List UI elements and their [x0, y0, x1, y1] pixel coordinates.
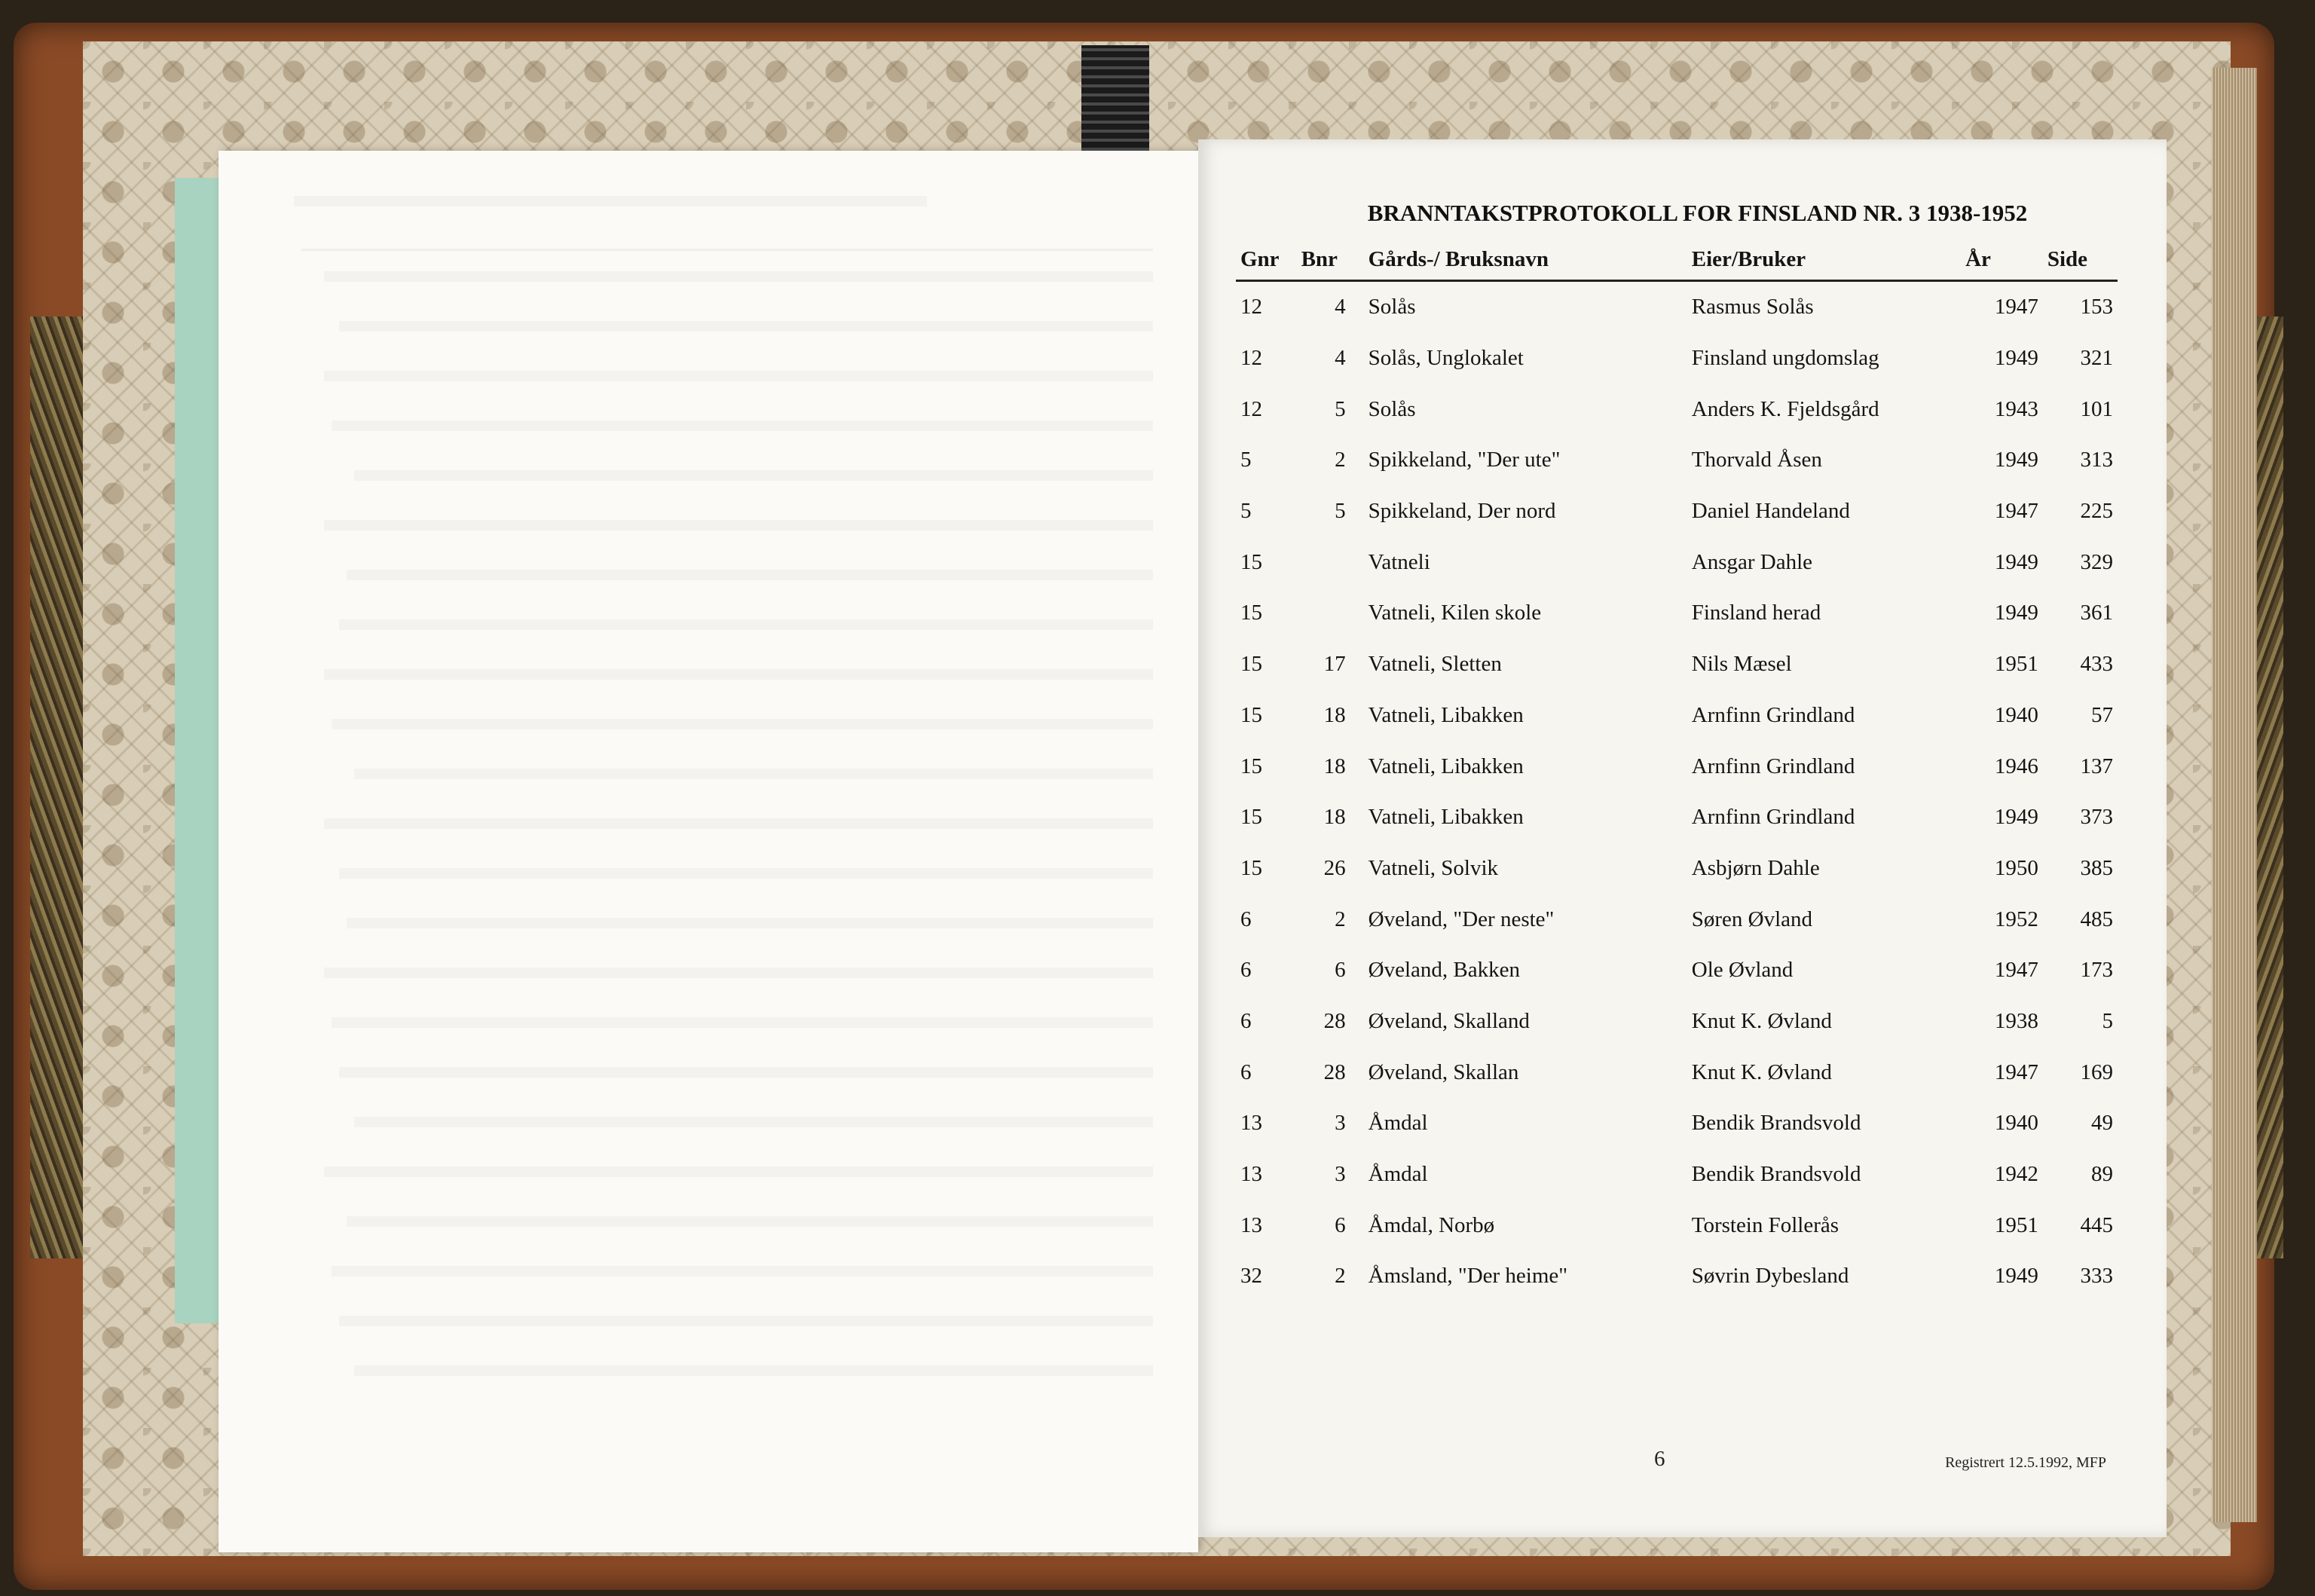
- table-row: [1236, 639, 2118, 690]
- table-row: [1236, 384, 2118, 435]
- table-row: [1236, 333, 2118, 384]
- cell-bnr: [1297, 588, 1364, 639]
- cell-year: 1943: [1994, 396, 2038, 421]
- spine-binding: [1081, 45, 1149, 166]
- cell-owner: Rasmus Solås: [1691, 295, 1814, 320]
- cell-bnr: 4: [1335, 346, 1346, 371]
- cell-owner: Torstein Follerås: [1691, 1212, 1839, 1237]
- column-header-side: Side: [2043, 241, 2118, 281]
- registration-note: Registrert 12.5.1992, MFP: [1945, 1454, 2106, 1471]
- cell-year: 1946: [1994, 754, 2038, 778]
- cell-year: 1952: [1994, 907, 2038, 931]
- cell-bnr: 2: [1335, 907, 1346, 931]
- cell-bnr: 2: [1335, 448, 1346, 472]
- cell-side: 173: [2080, 958, 2113, 983]
- cell-bnr: 28: [1323, 1008, 1346, 1033]
- cell-side: 153: [2080, 295, 2113, 320]
- cell-year: 1938: [1994, 1008, 2038, 1033]
- cell-gnr: 6: [1240, 907, 1252, 931]
- cell-side: 49: [2091, 1111, 2113, 1136]
- cell-gnr: 15: [1240, 702, 1262, 727]
- table-row: [1236, 792, 2118, 843]
- cell-owner: Daniel Handeland: [1691, 499, 1850, 524]
- cell-side: 433: [2080, 652, 2113, 677]
- cell-farm-name: Øveland, Skallan: [1368, 1059, 1519, 1084]
- cell-gnr: 15: [1240, 549, 1262, 574]
- cell-side: 333: [2080, 1264, 2113, 1289]
- cell-farm-name: Vatneli, Kilen skole: [1368, 601, 1542, 625]
- cell-bnr: 2: [1335, 1264, 1346, 1289]
- cell-owner: Finsland ungdomslag: [1691, 346, 1879, 371]
- cell-bnr: 18: [1323, 805, 1346, 830]
- cell-year: 1940: [1994, 1111, 2038, 1136]
- cell-farm-name: Spikkeland, "Der ute": [1368, 448, 1561, 472]
- page-edges: [2212, 68, 2257, 1522]
- cell-gnr: 15: [1240, 754, 1262, 778]
- cell-bnr: 18: [1323, 702, 1346, 727]
- cell-gnr: 12: [1240, 396, 1262, 421]
- cell-farm-name: Åmdal, Norbø: [1368, 1212, 1495, 1237]
- cell-gnr: 12: [1240, 295, 1262, 320]
- cell-owner: Thorvald Åsen: [1691, 448, 1822, 472]
- document-title: BRANNTAKSTPROTOKOLL FOR FINSLAND NR. 3 1938-1952: [1367, 200, 2028, 226]
- cell-year: 1949: [1994, 448, 2038, 472]
- table-row: [1236, 894, 2118, 945]
- cell-year: 1949: [1994, 346, 2038, 371]
- cell-gnr: 5: [1240, 499, 1252, 524]
- cell-bnr: 18: [1323, 754, 1346, 778]
- table-row: [1236, 741, 2118, 792]
- cell-farm-name: Åmdal: [1368, 1111, 1428, 1136]
- cell-bnr: 5: [1335, 396, 1346, 421]
- cell-farm-name: Øveland, "Der neste": [1368, 907, 1555, 931]
- cell-year: 1951: [1994, 652, 2038, 677]
- cell-gnr: 6: [1240, 1059, 1252, 1084]
- cell-owner: Asbjørn Dahle: [1691, 855, 1820, 880]
- cell-farm-name: Vatneli, Sletten: [1368, 652, 1502, 677]
- cell-side: 313: [2080, 448, 2113, 472]
- cell-gnr: 15: [1240, 805, 1262, 830]
- cell-owner: Nils Mæsel: [1691, 652, 1792, 677]
- cell-owner: Anders K. Fjeldsgård: [1691, 396, 1879, 421]
- cell-gnr: 15: [1240, 652, 1262, 677]
- cell-farm-name: Solås: [1368, 295, 1416, 320]
- cell-year: 1947: [1994, 1059, 2038, 1084]
- column-header-farm-name: Gårds-/ Bruksnavn: [1364, 241, 1687, 281]
- cell-gnr: 6: [1240, 1008, 1252, 1033]
- cell-side: 321: [2080, 346, 2113, 371]
- cell-owner: Arnfinn Grindland: [1691, 754, 1855, 778]
- cell-bnr: 6: [1335, 1212, 1346, 1237]
- table-row: [1236, 1098, 2118, 1149]
- cell-farm-name: Solås: [1368, 396, 1416, 421]
- table-row: [1236, 1200, 2118, 1251]
- cell-side: 89: [2091, 1162, 2113, 1187]
- table-row: [1236, 588, 2118, 639]
- cell-owner: Knut K. Øvland: [1691, 1008, 1832, 1033]
- cell-year: 1940: [1994, 702, 2038, 727]
- cell-owner: Arnfinn Grindland: [1691, 702, 1855, 727]
- cell-side: 385: [2080, 855, 2113, 880]
- table-row: [1236, 945, 2118, 996]
- cell-bnr: 26: [1323, 855, 1346, 880]
- table-row: [1236, 1149, 2118, 1200]
- table-row: [1236, 435, 2118, 486]
- cell-year: 1951: [1994, 1212, 2038, 1237]
- cell-year: 1947: [1994, 499, 2038, 524]
- cell-gnr: 6: [1240, 958, 1252, 983]
- table-row: [1236, 537, 2118, 588]
- cell-gnr: 12: [1240, 346, 1262, 371]
- cell-bnr: 4: [1335, 295, 1346, 320]
- cell-owner: Søvrin Dybesland: [1691, 1264, 1849, 1289]
- cell-owner: Ansgar Dahle: [1691, 549, 1813, 574]
- cell-side: 445: [2080, 1212, 2113, 1237]
- bleed-through-text: [219, 151, 1198, 1552]
- cell-farm-name: Vatneli, Libakken: [1368, 805, 1524, 830]
- cell-owner: Søren Øvland: [1691, 907, 1813, 931]
- column-header-year: År: [1961, 241, 2043, 281]
- page-number: 6: [1654, 1447, 1665, 1471]
- cell-bnr: 3: [1335, 1162, 1346, 1187]
- table-row: [1236, 690, 2118, 741]
- column-header-bnr: Bnr: [1297, 241, 1364, 281]
- table-row: [1236, 486, 2118, 537]
- cell-bnr: [1297, 537, 1364, 588]
- cell-year: 1949: [1994, 1264, 2038, 1289]
- cell-farm-name: Spikkeland, Der nord: [1368, 499, 1556, 524]
- cell-gnr: 13: [1240, 1111, 1262, 1136]
- cell-farm-name: Solås, Unglokalet: [1368, 346, 1524, 371]
- cell-year: 1947: [1994, 295, 2038, 320]
- cell-bnr: 6: [1335, 958, 1346, 983]
- cell-owner: Ole Øvland: [1691, 958, 1794, 983]
- table-row: [1236, 281, 2118, 333]
- cell-owner: Bendik Brandsvold: [1691, 1111, 1861, 1136]
- cell-side: 373: [2080, 805, 2113, 830]
- cell-farm-name: Øveland, Bakken: [1368, 958, 1520, 983]
- cell-year: 1949: [1994, 601, 2038, 625]
- cell-farm-name: Øveland, Skalland: [1368, 1008, 1530, 1033]
- cell-bnr: 5: [1335, 499, 1346, 524]
- cell-farm-name: Vatneli, Solvik: [1368, 855, 1499, 880]
- cell-farm-name: Vatneli, Libakken: [1368, 702, 1524, 727]
- table-row: [1236, 996, 2118, 1047]
- cell-gnr: 15: [1240, 601, 1262, 625]
- marbled-edge-left: [30, 316, 83, 1258]
- cell-farm-name: Vatneli, Libakken: [1368, 754, 1524, 778]
- column-header-gnr: Gnr: [1236, 241, 1297, 281]
- cell-side: 5: [2102, 1008, 2113, 1033]
- cell-gnr: 13: [1240, 1212, 1262, 1237]
- cell-bnr: 28: [1323, 1059, 1346, 1084]
- cell-side: 57: [2091, 702, 2113, 727]
- column-header-owner: Eier/Bruker: [1687, 241, 1961, 281]
- cell-year: 1947: [1994, 958, 2038, 983]
- cell-side: 361: [2080, 601, 2113, 625]
- cell-gnr: 13: [1240, 1162, 1262, 1187]
- cell-gnr: 32: [1240, 1264, 1262, 1289]
- cell-year: 1949: [1994, 549, 2038, 574]
- cell-gnr: 15: [1240, 855, 1262, 880]
- cell-side: 485: [2080, 907, 2113, 931]
- cell-side: 225: [2080, 499, 2113, 524]
- cell-farm-name: Åmsland, "Der heime": [1368, 1264, 1568, 1289]
- cell-year: 1942: [1994, 1162, 2038, 1187]
- cell-bnr: 17: [1323, 652, 1346, 677]
- table-row: [1236, 1047, 2118, 1098]
- register-table: [1236, 241, 2118, 1302]
- cell-side: 169: [2080, 1059, 2113, 1084]
- cell-side: 329: [2080, 549, 2113, 574]
- right-page: [1198, 139, 2167, 1537]
- cell-owner: Finsland herad: [1691, 601, 1821, 625]
- left-page: [219, 151, 1198, 1552]
- cell-owner: Knut K. Øvland: [1691, 1059, 1832, 1084]
- cell-farm-name: Åmdal: [1368, 1162, 1428, 1187]
- cell-bnr: 3: [1335, 1111, 1346, 1136]
- table-row: [1236, 1251, 2118, 1302]
- table-row: [1236, 843, 2118, 894]
- table-header-row: [1236, 241, 2118, 281]
- cell-year: 1950: [1994, 855, 2038, 880]
- cell-side: 101: [2080, 396, 2113, 421]
- cell-owner: Arnfinn Grindland: [1691, 805, 1855, 830]
- cell-farm-name: Vatneli: [1368, 549, 1430, 574]
- cell-gnr: 5: [1240, 448, 1252, 472]
- cell-owner: Bendik Brandsvold: [1691, 1162, 1861, 1187]
- cell-side: 137: [2080, 754, 2113, 778]
- cell-year: 1949: [1994, 805, 2038, 830]
